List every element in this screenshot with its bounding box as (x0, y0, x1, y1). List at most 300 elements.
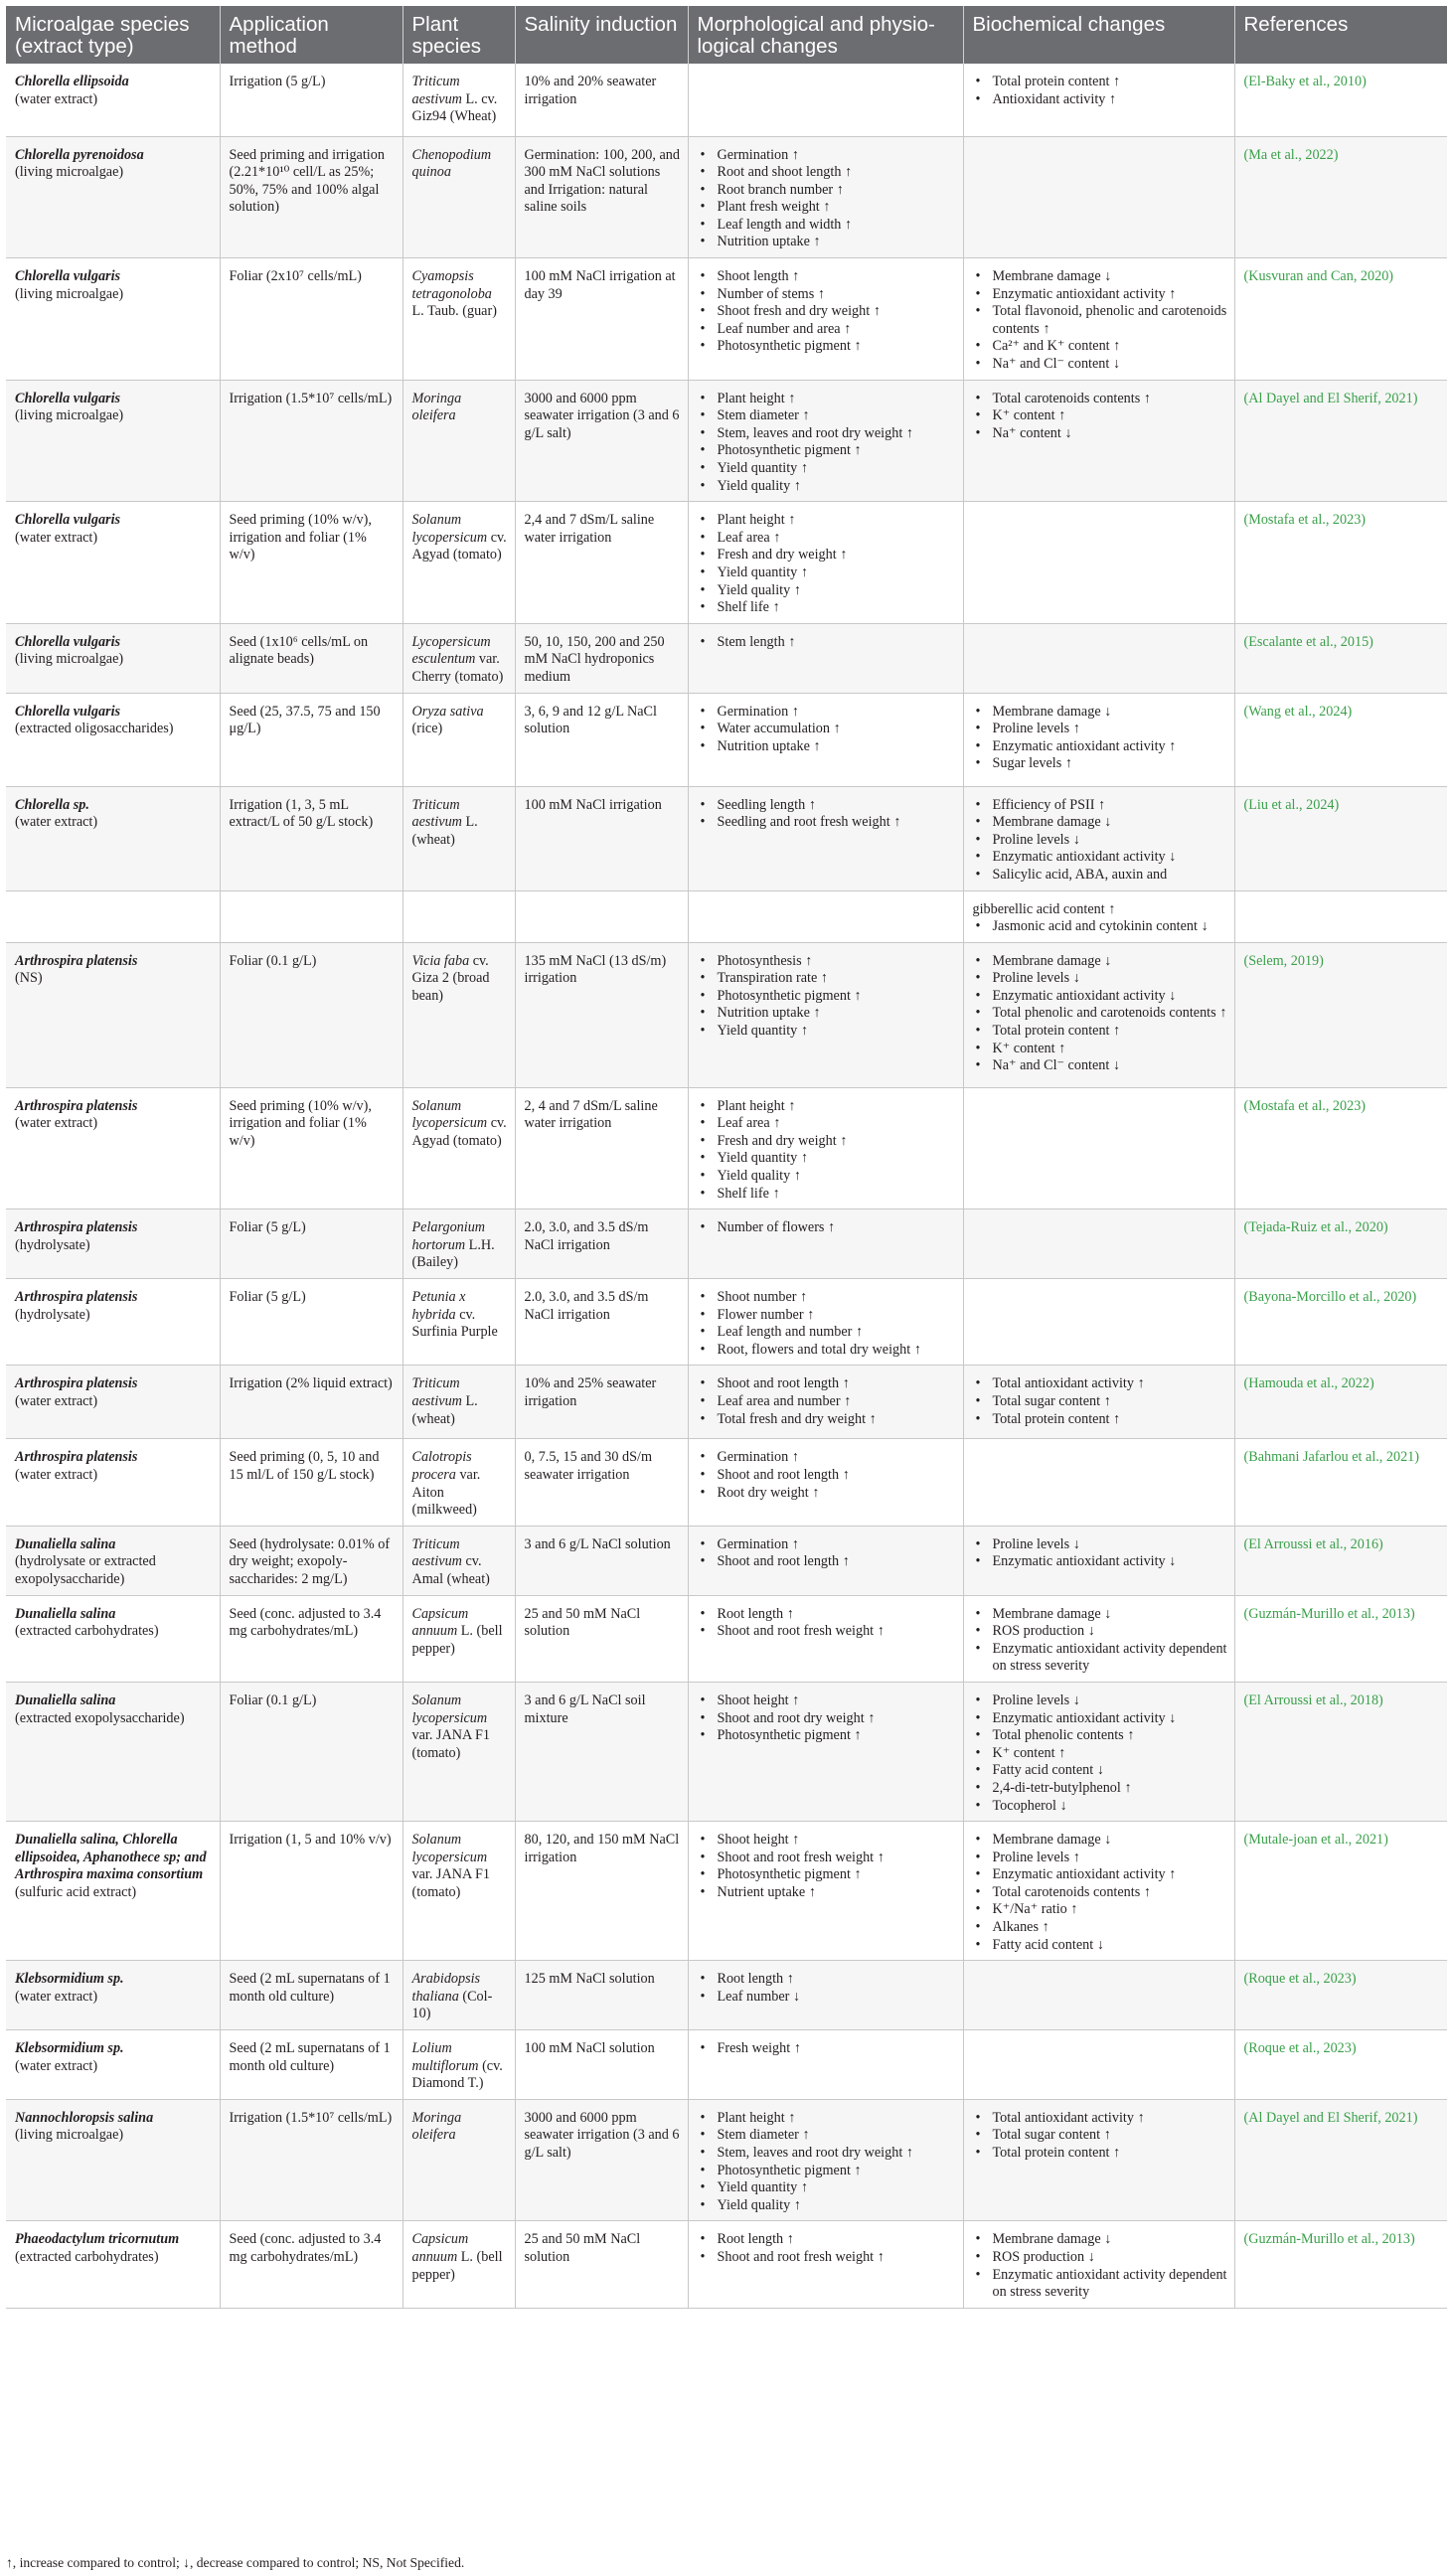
extract-type: (hydrolysate) (15, 1306, 90, 1323)
cell-method: Seed (hydrolysate: 0.01% of dry weight; exopoly-saccharides: 2 mg/L) (220, 1526, 403, 1595)
cell-reference (1234, 1526, 1447, 1595)
list-item: • Yield quality ↑ (698, 582, 956, 600)
reference-link[interactable]: (Bayona-Morcillo et al., 2020) (1243, 1289, 1417, 1306)
cell-method: Seed (2 mL supernatans of 1 month old culture) (220, 1961, 403, 2030)
species-name: Arthrospira platensis (15, 1097, 138, 1114)
cell-reference (1234, 136, 1447, 258)
morph-list (698, 1692, 956, 1745)
cell-reference (1234, 1822, 1447, 1961)
list-item: • Ca²⁺ and K⁺ content ↑ (973, 338, 1227, 356)
cell-plant (403, 1279, 515, 1366)
plant-name: Solanum lycopersicum (411, 1691, 488, 1726)
table-row (6, 1087, 1447, 1209)
list-item: • Enzymatic antioxidant activity ↓ (973, 1710, 1227, 1728)
cell-morph (688, 1279, 963, 1366)
list-item: • Leaf number ↓ (698, 1989, 956, 2007)
list-item: • Shoot and root fresh weight ↑ (698, 1850, 956, 1867)
cell-salinity: 25 and 50 mM NaCl solution (515, 1595, 688, 1682)
table-row (6, 64, 1447, 136)
cell-salinity: 2.0, 3.0, and 3.5 dS/m NaCl irrigation (515, 1209, 688, 1279)
extract-type: (water extract) (15, 814, 98, 831)
list-item: • Yield quantity ↑ (698, 1150, 956, 1168)
list-item: • Shoot number ↑ (698, 1289, 956, 1307)
cell-biochem (963, 1439, 1234, 1526)
reference-link[interactable]: (Guzmán-Murillo et al., 2013) (1243, 1605, 1415, 1622)
cell-method: Foliar (2x10⁷ cells/mL) (220, 258, 403, 381)
list-item: • Total antioxidant activity ↑ (973, 2110, 1227, 2128)
table-row (6, 623, 1447, 693)
cell-species (6, 623, 220, 693)
cell-method: Irrigation (1.5*10⁷ cells/mL) (220, 380, 403, 502)
extract-type: (living microalgae) (15, 407, 124, 424)
species-name: Chlorella vulgaris (15, 512, 121, 529)
header-morph: Morphological and physio-logical changes (688, 6, 963, 64)
list-item: • Germination ↑ (698, 704, 956, 722)
reference-link[interactable]: (Tejada-Ruiz et al., 2020) (1243, 1219, 1388, 1236)
list-item: • Photosynthetic pigment ↑ (698, 1727, 956, 1745)
cell-salinity: 100 mM NaCl solution (515, 2030, 688, 2100)
list-item: • Root, flowers and total dry weight ↑ (698, 1342, 956, 1360)
list-item: • Yield quantity ↑ (698, 564, 956, 582)
cell-plant (403, 693, 515, 786)
cell-biochem (963, 502, 1234, 624)
cell-salinity: 2,4 and 7 dSm/L saline water irrigation (515, 502, 688, 624)
list-item: • Shoot and root length ↑ (698, 1467, 956, 1485)
extract-type: (hydrolysate) (15, 1236, 90, 1253)
list-item: • Water accumulation ↑ (698, 721, 956, 738)
list-item: • Leaf number and area ↑ (698, 321, 956, 339)
reference-link[interactable]: (Mostafa et al., 2023) (1243, 512, 1367, 529)
list-item: • Enzymatic antioxidant activity ↑ (973, 286, 1227, 304)
cell-plant (403, 786, 515, 890)
plant-cultivar: (Col-10) (411, 1988, 493, 2022)
biochem-list (973, 901, 1227, 936)
cell-reference (1234, 942, 1447, 1087)
cell-method: Foliar (0.1 g/L) (220, 942, 403, 1087)
cell-morph (688, 502, 963, 624)
table-row (6, 2030, 1447, 2100)
reference-link[interactable]: (Mostafa et al., 2023) (1243, 1097, 1367, 1114)
cell-biochem (963, 693, 1234, 786)
table-row (6, 1439, 1447, 1526)
reference-link[interactable]: (El Arroussi et al., 2018) (1243, 1691, 1383, 1708)
cell-method: Foliar (5 g/L) (220, 1279, 403, 1366)
list-item: • Na⁺ and Cl⁻ content ↓ (973, 1057, 1227, 1075)
cell-biochem (963, 136, 1234, 258)
cell-morph (688, 693, 963, 786)
reference-link[interactable]: (El Arroussi et al., 2016) (1243, 1535, 1383, 1552)
plant-cultivar: cv. Surfinia Purple (411, 1306, 498, 1341)
cell-plant (403, 1595, 515, 1682)
biochem-list (973, 74, 1227, 108)
cell-morph (688, 380, 963, 502)
cell-plant (403, 1366, 515, 1439)
reference-link[interactable]: (Al Dayel and El Sherif, 2021) (1243, 2109, 1418, 2126)
plant-name: Cyamopsis tetragonoloba (411, 268, 492, 302)
species-name: Arthrospira platensis (15, 1375, 138, 1392)
list-item: • Yield quantity ↑ (698, 460, 956, 478)
cell-species (6, 1439, 220, 1526)
cell-method: Irrigation (2% liquid extract) (220, 1366, 403, 1439)
morph-list (698, 1289, 956, 1359)
plant-name: Solanum lycopersicum (411, 1097, 488, 1132)
extract-type: (sulfuric acid extract) (15, 1883, 137, 1900)
species-name: Arthrospira platensis (15, 1219, 138, 1236)
cell-morph (688, 890, 963, 942)
plant-cultivar: (rice) (411, 721, 443, 737)
cell-biochem (963, 1822, 1234, 1961)
cell-plant (403, 1087, 515, 1209)
list-item: • Number of stems ↑ (698, 286, 956, 304)
list-item: • Total sugar content ↑ (973, 2127, 1227, 2145)
cell-salinity: 50, 10, 150, 200 and 250 mM NaCl hydroponics medium (515, 623, 688, 693)
cell-method: Irrigation (1, 5 and 10% v/v) (220, 1822, 403, 1961)
list-item: • Stem diameter ↑ (698, 407, 956, 425)
reference-link[interactable]: (El-Baky et al., 2010) (1243, 74, 1367, 89)
list-item-continued: gibberellic acid content ↑ (972, 900, 1116, 917)
cell-biochem (963, 1087, 1234, 1209)
cell-plant (403, 2221, 515, 2308)
list-item: • Nutrient uptake ↑ (698, 1884, 956, 1902)
list-item: • Total sugar content ↑ (973, 1393, 1227, 1411)
species-name: Klebsormidium sp. (15, 2040, 124, 2057)
list-item: • Na⁺ and Cl⁻ content ↓ (973, 356, 1227, 374)
extract-type: (water extract) (15, 1115, 98, 1132)
cell-method: Seed priming and irrigation (2.21*10¹⁰ cell/L as 25%; 50%, 75% and 100% algal solution) (220, 136, 403, 258)
list-item: • Fresh and dry weight ↑ (698, 547, 956, 564)
list-item: • Germination ↑ (698, 147, 956, 165)
cell-species (6, 502, 220, 624)
cell-method: Seed priming (0, 5, 10 and 15 ml/L of 150 g/L stock) (220, 1439, 403, 1526)
cell-reference (1234, 1595, 1447, 1682)
cell-reference (1234, 1209, 1447, 1279)
list-item: • Total carotenoids contents ↑ (973, 1884, 1227, 1902)
cell-species (6, 693, 220, 786)
cell-reference (1234, 1961, 1447, 2030)
list-item: • Number of flowers ↑ (698, 1219, 956, 1237)
plant-cultivar: L. (wheat) (411, 1393, 478, 1427)
cell-method: Seed priming (10% w/v), irrigation and foliar (1% w/v) (220, 1087, 403, 1209)
cell-morph (688, 136, 963, 258)
biochem-list (973, 391, 1227, 443)
cell-morph (688, 942, 963, 1087)
list-item: • Fatty acid content ↓ (973, 1762, 1227, 1780)
cell-morph (688, 1366, 963, 1439)
cell-morph (688, 64, 963, 136)
list-item: • Nutrition uptake ↑ (698, 234, 956, 251)
table-row (6, 1209, 1447, 1279)
morph-list (698, 147, 956, 252)
cell-biochem (963, 786, 1234, 890)
morph-list (698, 1449, 956, 1502)
list-item: • Photosynthetic pigment ↑ (698, 442, 956, 460)
list-item: • Shoot height ↑ (698, 1832, 956, 1850)
morph-list (698, 1375, 956, 1428)
cell-biochem (963, 2030, 1234, 2100)
plant-name: Capsicum annuum (411, 1605, 469, 1640)
cell-reference (1234, 380, 1447, 502)
cell-reference (1234, 502, 1447, 624)
cell-reference (1234, 786, 1447, 890)
header-species: Microalgae species (extract type) (6, 6, 220, 64)
list-item: • Yield quality ↑ (698, 2197, 956, 2215)
cell-reference (1234, 258, 1447, 381)
plant-name: Moringa oleifera (411, 2109, 462, 2144)
list-item: • Total carotenoids contents ↑ (973, 391, 1227, 408)
list-item: • K⁺ content ↑ (973, 1041, 1227, 1058)
cell-salinity: 25 and 50 mM NaCl solution (515, 2221, 688, 2308)
extract-type: (extracted exopolysaccharide) (15, 1709, 185, 1726)
species-name: Arthrospira platensis (15, 952, 138, 969)
list-item: • ROS production ↓ (973, 1623, 1227, 1641)
list-item: • Fresh weight ↑ (698, 2040, 956, 2058)
cell-biochem (963, 1366, 1234, 1439)
species-name: Dunaliella salina (15, 1605, 116, 1622)
list-item: • Germination ↑ (698, 1449, 956, 1467)
list-item: • Germination ↑ (698, 1536, 956, 1554)
list-item: • Proline levels ↓ (973, 970, 1227, 988)
cell-plant (403, 890, 515, 942)
cell-plant (403, 258, 515, 381)
cell-species (6, 380, 220, 502)
list-item: • Stem length ↑ (698, 634, 956, 652)
extract-type: (water extract) (15, 529, 98, 546)
list-item: • Plant fresh weight ↑ (698, 199, 956, 217)
cell-morph (688, 2099, 963, 2221)
list-item: • Plant height ↑ (698, 512, 956, 530)
list-item: • Leaf area ↑ (698, 530, 956, 548)
cell-method: Foliar (5 g/L) (220, 1209, 403, 1279)
header-salinity: Salinity induction (515, 6, 688, 64)
cell-biochem (963, 258, 1234, 381)
cell-biochem (963, 2099, 1234, 2221)
list-item: • Plant height ↑ (698, 391, 956, 408)
list-item: • Total protein content ↑ (973, 1023, 1227, 1041)
cell-species (6, 1209, 220, 1279)
list-item: • K⁺ content ↑ (973, 1745, 1227, 1763)
plant-cultivar: cv. Agyad (tomato) (411, 1115, 507, 1149)
cell-reference (1234, 2030, 1447, 2100)
list-item: • Proline levels ↑ (973, 1850, 1227, 1867)
morph-list (698, 2231, 956, 2266)
species-name: Chlorella sp. (15, 796, 89, 813)
list-item: • Root length ↑ (698, 1971, 956, 1989)
species-name: Arthrospira platensis (15, 1449, 138, 1466)
list-item: • Sugar levels ↑ (973, 755, 1227, 773)
list-item: • Total phenolic and carotenoids contents ↑ (973, 1005, 1227, 1023)
reference-link[interactable]: (Mutale-joan et al., 2021) (1243, 1832, 1388, 1849)
cell-method: Foliar (0.1 g/L) (220, 1682, 403, 1821)
list-item: • Shelf life ↑ (698, 1186, 956, 1204)
extract-type: (hydrolysate or extracted exopolysaccharide) (15, 1553, 156, 1587)
cell-morph (688, 1087, 963, 1209)
plant-cultivar: var. Cherry (tomato) (411, 651, 504, 685)
plant-cultivar: var. Aiton (milkweed) (411, 1467, 481, 1519)
biochem-list (973, 2110, 1227, 2163)
list-item: • Seedling length ↑ (698, 797, 956, 815)
reference-link[interactable]: (Liu et al., 2024) (1243, 796, 1340, 813)
cell-plant (403, 2099, 515, 2221)
plant-cultivar: L. Taub. (guar) (411, 303, 497, 320)
morph-list (698, 1219, 956, 1237)
list-item: • Total protein content ↑ (973, 2145, 1227, 2163)
table-row (6, 942, 1447, 1087)
reference-link[interactable]: (Escalante et al., 2015) (1243, 633, 1373, 650)
plant-name: Arabidopsis thaliana (411, 1971, 481, 2005)
cell-reference (1234, 2099, 1447, 2221)
morph-list (698, 1606, 956, 1641)
plant-cultivar: (cv. Diamond T.) (411, 2057, 503, 2092)
cell-reference (1234, 1279, 1447, 1366)
plant-cultivar: cv. Giza 2 (broad bean) (411, 952, 490, 1004)
list-item: • Root length ↑ (698, 2231, 956, 2249)
reference-link[interactable]: (Hamouda et al., 2022) (1243, 1375, 1374, 1392)
cell-salinity: 3, 6, 9 and 12 g/L NaCl solution (515, 693, 688, 786)
cell-biochem (963, 1961, 1234, 2030)
list-item: • Shoot and root length ↑ (698, 1375, 956, 1393)
cell-salinity (515, 890, 688, 942)
species-name: Chlorella vulgaris (15, 703, 121, 720)
plant-name: Capsicum annuum (411, 2231, 469, 2265)
morph-list (698, 512, 956, 617)
cell-plant (403, 1439, 515, 1526)
morph-list (698, 953, 956, 1041)
cell-morph (688, 258, 963, 381)
cell-salinity: 125 mM NaCl solution (515, 1961, 688, 2030)
list-item: • Membrane damage ↓ (973, 704, 1227, 722)
list-item: • Root and shoot length ↑ (698, 164, 956, 182)
reference-link[interactable]: (Roque et al., 2023) (1243, 1971, 1357, 1988)
reference-link[interactable]: (Bahmani Jafarlou et al., 2021) (1243, 1449, 1419, 1466)
species-name: Chlorella pyrenoidosa (15, 146, 144, 163)
morph-list (698, 704, 956, 756)
extract-type: (extracted oligosaccharides) (15, 721, 174, 737)
cell-morph (688, 1595, 963, 1682)
cell-biochem (963, 1279, 1234, 1366)
cell-reference (1234, 1439, 1447, 1526)
list-item: • Membrane damage ↓ (973, 1606, 1227, 1624)
reference-link[interactable]: (Selem, 2019) (1243, 952, 1324, 969)
extract-type: (living microalgae) (15, 285, 124, 302)
cell-species (6, 2099, 220, 2221)
table-row (6, 693, 1447, 786)
extract-type: (water extract) (15, 90, 98, 107)
list-item: • Enzymatic antioxidant activity ↑ (973, 1866, 1227, 1884)
biochem-list (973, 1536, 1227, 1571)
species-name: Dunaliella salina, Chlorella ellipsoidea, Aphanothece sp; and Arthrospira maxima consortium (15, 1832, 207, 1883)
cell-species (6, 1682, 220, 1821)
list-item: • Shoot and root length ↑ (698, 1553, 956, 1571)
species-name: Chlorella vulgaris (15, 633, 121, 650)
cell-method: Seed (1x10⁶ cells/mL on alignate beads) (220, 623, 403, 693)
list-item: • Enzymatic antioxidant activity dependent on stress severity (973, 2267, 1227, 2302)
list-item: • Photosynthetic pigment ↑ (698, 338, 956, 356)
plant-name: Petunia x hybrida (411, 1289, 466, 1323)
list-item: • Seedling and root fresh weight ↑ (698, 814, 956, 832)
list-item: • Proline levels ↓ (973, 1692, 1227, 1710)
plant-name: Triticum aestivum (411, 74, 462, 107)
species-name: Chlorella vulgaris (15, 268, 121, 285)
extract-type: (water extract) (15, 1467, 98, 1483)
cell-species (6, 1087, 220, 1209)
cell-salinity: 100 mM NaCl irrigation (515, 786, 688, 890)
list-item: • Yield quality ↑ (698, 1168, 956, 1186)
cell-species (6, 1366, 220, 1439)
cell-reference (1234, 693, 1447, 786)
plant-name: Solanum lycopersicum (411, 1832, 488, 1865)
reference-link[interactable]: (Roque et al., 2023) (1243, 2040, 1357, 2057)
list-item: • Nutrition uptake ↑ (698, 1005, 956, 1023)
cell-morph (688, 1822, 963, 1961)
reference-link[interactable]: (Kusvuran and Can, 2020) (1243, 268, 1394, 285)
plant-name: Lycopersicum esculentum (411, 633, 491, 668)
cell-species (6, 1961, 220, 2030)
species-name: Klebsormidium sp. (15, 1971, 124, 1988)
list-item: • Alkanes ↑ (973, 1919, 1227, 1937)
list-item: • Leaf length and number ↑ (698, 1324, 956, 1342)
cell-plant (403, 623, 515, 693)
results-table (6, 6, 1447, 2309)
reference-link[interactable]: (Ma et al., 2022) (1243, 146, 1339, 163)
plant-name: Moringa oleifera (411, 390, 462, 424)
cell-morph (688, 623, 963, 693)
table-row (6, 2099, 1447, 2221)
plant-cultivar: L.H. (Bailey) (411, 1236, 495, 1271)
list-item: • Total fresh and dry weight ↑ (698, 1411, 956, 1429)
extract-type: (extracted carbohydrates) (15, 1623, 159, 1640)
reference-link[interactable]: (Guzmán-Murillo et al., 2013) (1243, 2231, 1415, 2248)
morph-list (698, 391, 956, 496)
list-item: • Shoot length ↑ (698, 268, 956, 286)
list-item: • Photosynthesis ↑ (698, 953, 956, 971)
list-item: • Fatty acid content ↓ (973, 1937, 1227, 1955)
cell-reference (1234, 623, 1447, 693)
cell-species (6, 1595, 220, 1682)
plant-cultivar: cv. Agyad (tomato) (411, 529, 507, 564)
header-references: References (1234, 6, 1447, 64)
cell-biochem (963, 623, 1234, 693)
cell-salinity: 2, 4 and 7 dSm/L saline water irrigation (515, 1087, 688, 1209)
cell-morph (688, 1682, 963, 1821)
biochem-list (973, 1606, 1227, 1676)
header-plant: Plant species (403, 6, 515, 64)
cell-morph (688, 786, 963, 890)
list-item: • Shoot and root fresh weight ↑ (698, 1623, 956, 1641)
plant-name: Chenopodium quinoa (411, 146, 492, 181)
list-item: • Membrane damage ↓ (973, 2231, 1227, 2249)
extract-type: (water extract) (15, 2057, 98, 2074)
reference-link[interactable]: (Al Dayel and El Sherif, 2021) (1243, 390, 1418, 406)
cell-salinity: 3 and 6 g/L NaCl soil mixture (515, 1682, 688, 1821)
morph-list (698, 2110, 956, 2215)
biochem-list (973, 953, 1227, 1075)
list-item: • Total protein content ↑ (973, 1411, 1227, 1429)
morph-list (698, 1832, 956, 1901)
cell-species (6, 2030, 220, 2100)
species-name: Chlorella vulgaris (15, 390, 121, 406)
list-item: • Membrane damage ↓ (973, 268, 1227, 286)
biochem-list (973, 1832, 1227, 1954)
plant-cultivar: cv. Amal (wheat) (411, 1553, 490, 1587)
cell-biochem (963, 2221, 1234, 2308)
species-name: Nannochloropsis salina (15, 2109, 154, 2126)
cell-salinity: 3000 and 6000 ppm seawater irrigation (3 and 6 g/L salt) (515, 380, 688, 502)
biochem-list (973, 2231, 1227, 2301)
list-item: • Shelf life ↑ (698, 599, 956, 617)
cell-biochem (963, 890, 1234, 942)
reference-link[interactable]: (Wang et al., 2024) (1243, 703, 1353, 720)
cell-reference (1234, 890, 1447, 942)
